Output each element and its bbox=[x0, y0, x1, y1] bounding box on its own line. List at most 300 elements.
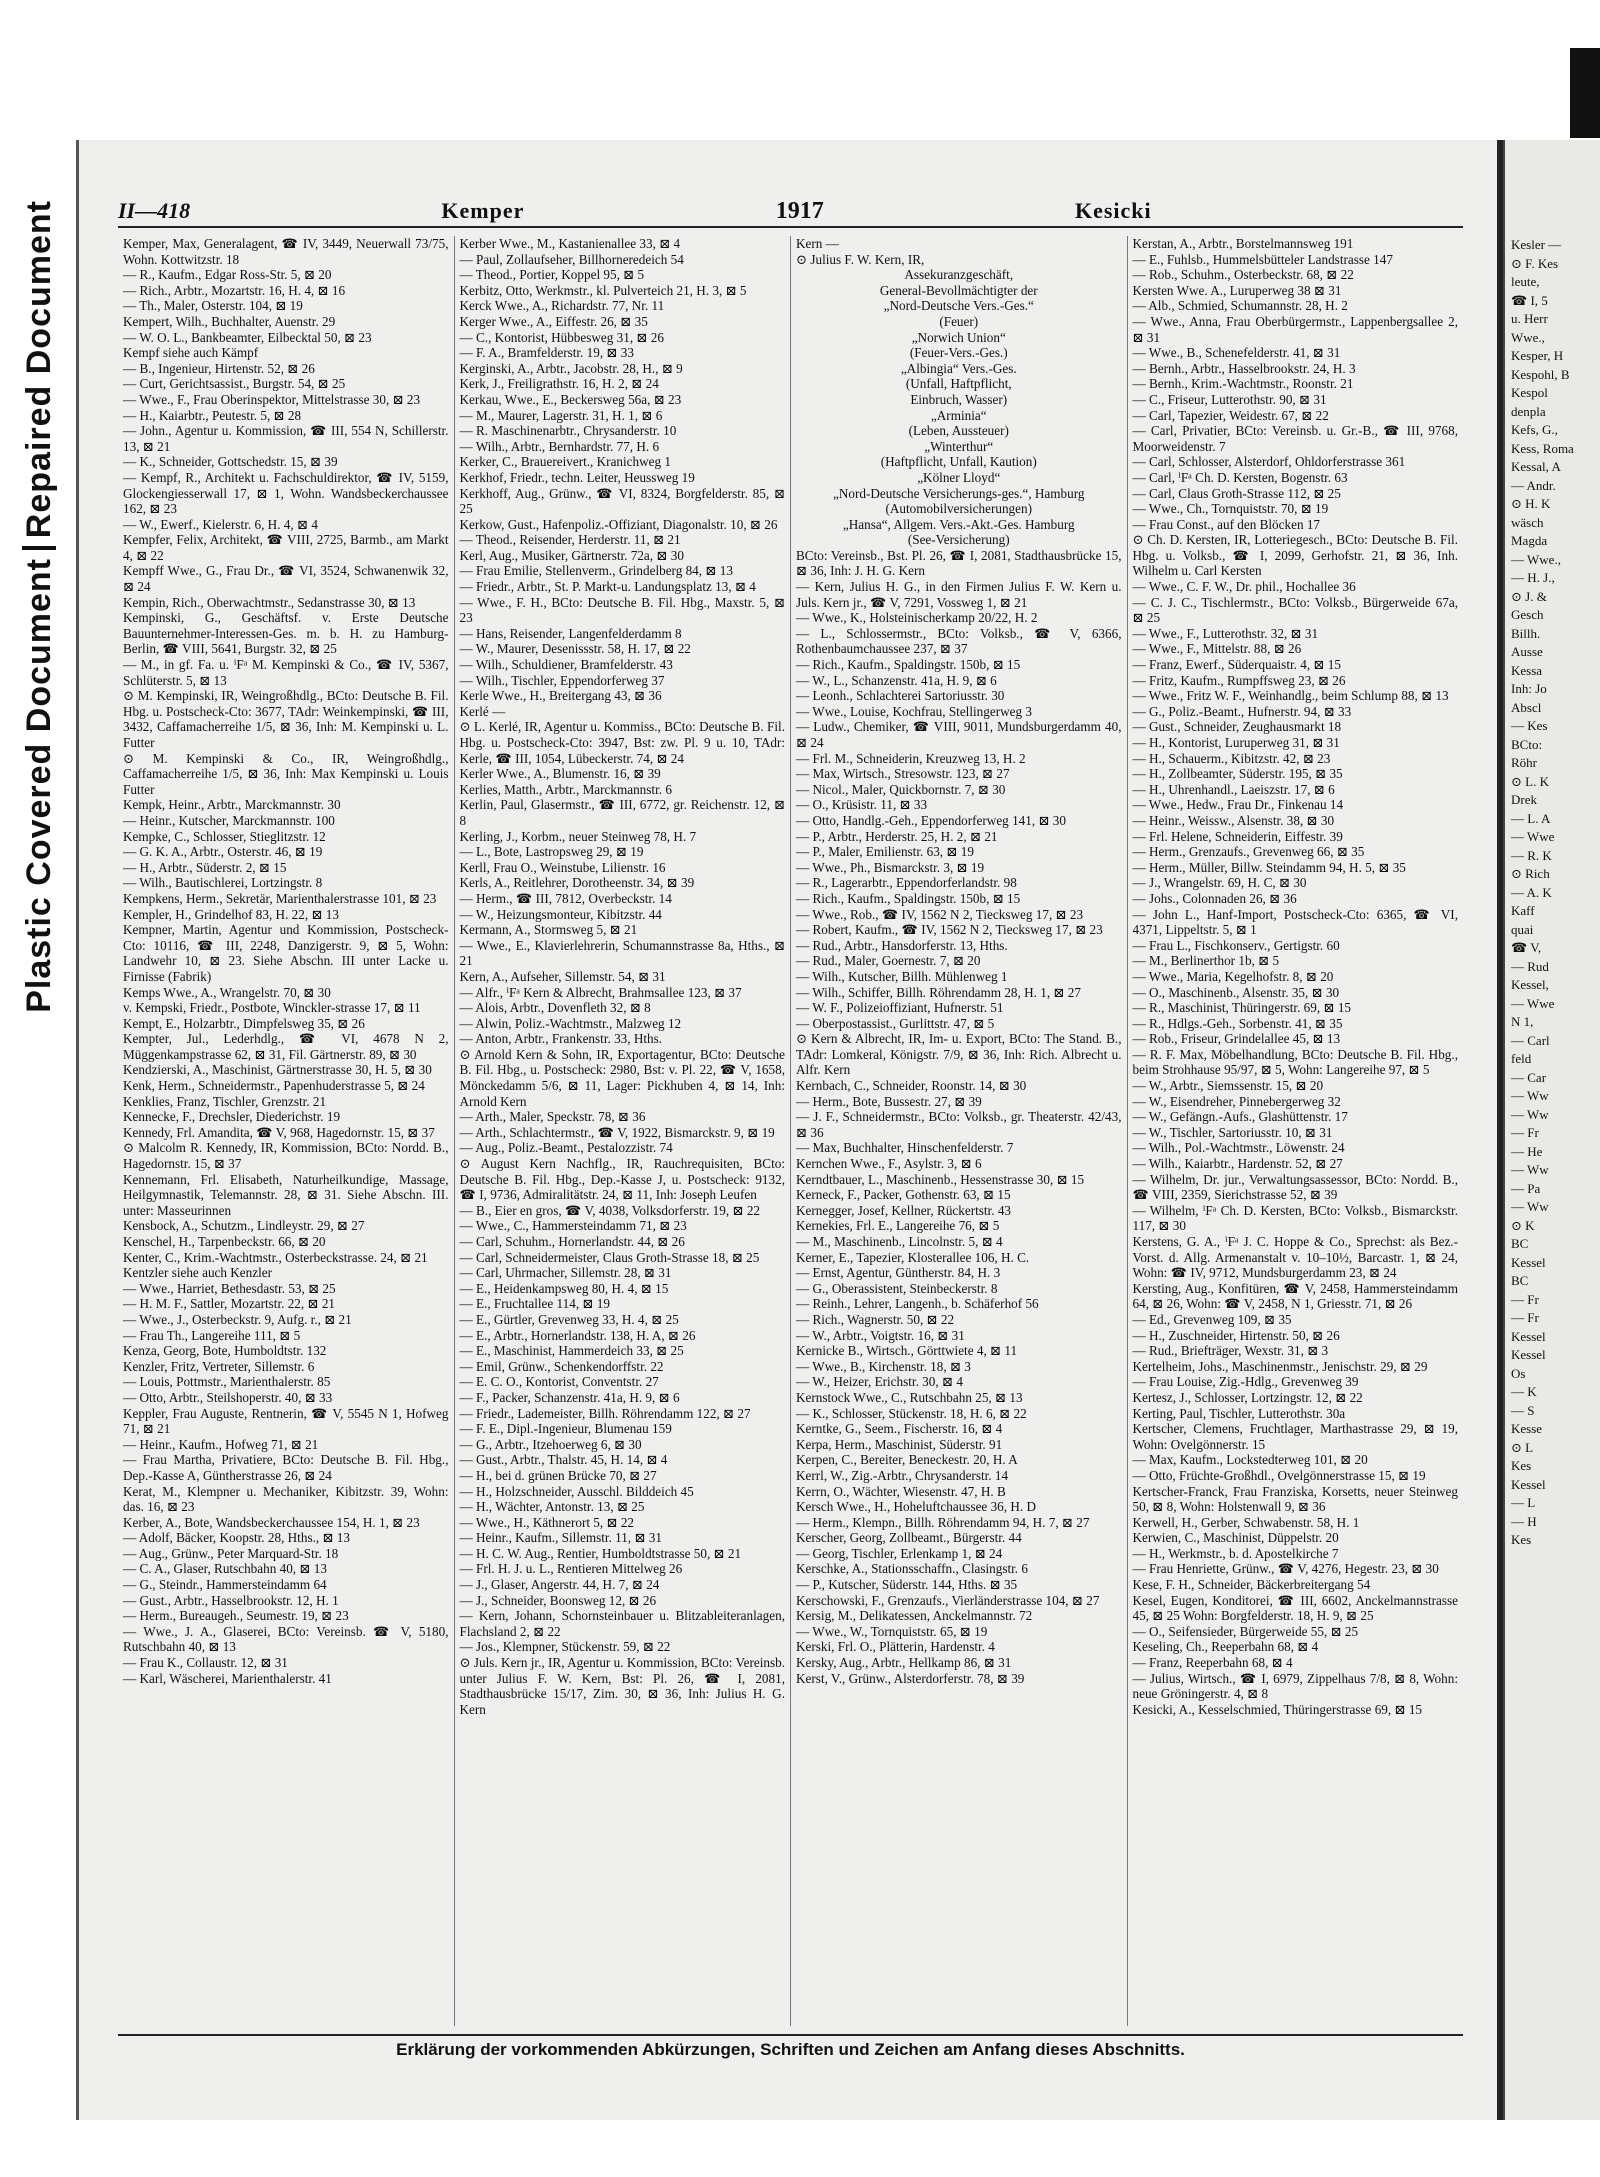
directory-entry: — Wilh., Schiffer, Billh. Röhrendamm 28, H. 1, ⊠ 27 bbox=[796, 984, 1081, 1000]
directory-entry: Assekuranzgeschäft, bbox=[904, 267, 1014, 283]
directory-entry: — Wwe., F., Mittelstr. 88, ⊠ 26 bbox=[1132, 641, 1302, 657]
directory-entry: — R., Kaufm., Edgar Ross-Str. 5, ⊠ 20 bbox=[123, 267, 332, 283]
plastic-covered-label: Plastic Covered Document bbox=[20, 558, 58, 1013]
directory-entry: — Wwe., K., Holsteinischerkamp 20/22, H. 2 bbox=[796, 610, 1038, 626]
directory-entry: General-Bevollmächtigter der bbox=[879, 282, 1038, 298]
directory-entry: Kempert, Wilh., Buchhalter, Auenstr. 29 bbox=[123, 313, 336, 329]
column-4 bbox=[1128, 236, 1464, 2026]
adjacent-page-line: Ausse bbox=[1511, 644, 1543, 659]
directory-entry: — Heinr., Kaufm., Hofweg 71, ⊠ 21 bbox=[123, 1436, 319, 1452]
directory-entry: — E., Fuhlsb., Hummelsbütteler Landstrasse 147 bbox=[1132, 251, 1393, 267]
directory-entry: — John L., Hanf-Import, Postscheck-Cto: 6365, ☎ VI, 4371, Lippeltstr. 5, ⊠ 1 bbox=[1132, 906, 1458, 938]
directory-entry: Kern, A., Aufseher, Sillemstr. 54, ⊠ 31 bbox=[459, 968, 666, 984]
directory-entry: — Emil, Grünw., Schenkendorffstr. 22 bbox=[459, 1358, 664, 1374]
directory-entry: — Paul, Zollaufseher, Billhorneredeich 54 bbox=[459, 251, 684, 267]
directory-entry: ⊙ Kern & Albrecht, IR, Im- u. Export, BCto: The Stand. B., TAdr: Lomkeral, Königstr. 7/9, ⊠ 36, Inh: Rich. Albrecht u. Alfr. Kern bbox=[796, 1031, 1122, 1078]
directory-entry: Kertelheim, Johs., Maschinenmstr., Jenischstr. 29, ⊠ 29 bbox=[1132, 1358, 1428, 1374]
directory-entry: — L., Schlossermstr., BCto: Volksb., ☎ V, 6366, Rothenbaumchaussee 237, ⊠ 37 bbox=[796, 625, 1122, 657]
directory-entry: — Rich., Kaufm., Spaldingstr. 150b, ⊠ 15 bbox=[796, 657, 1021, 673]
directory-entry: Kerndtbauer, L., Maschinenb., Hessenstrasse 30, ⊠ 15 bbox=[796, 1171, 1085, 1187]
directory-entry: — Kern, Johann, Schornsteinbauer u. Blitzableiteranlagen, Flachsland 2, ⊠ 22 bbox=[459, 1608, 785, 1639]
directory-entry: — Carl, Schlosser, Alsterdorf, Ohldorferstrasse 361 bbox=[1132, 454, 1406, 470]
directory-entry: — Otto, Früchte-Großhdl., Ovelgönnerstrasse 15, ⊠ 19 bbox=[1132, 1467, 1426, 1483]
directory-entry: — Wilhelm, Dr. jur., Verwaltungsassessor, BCto: Nordd. B., ☎ VIII, 2359, Sierichstrasse 52, ⊠ 39 bbox=[1132, 1171, 1458, 1203]
directory-entry: Kerk, J., Freiligrathstr. 16, H. 2, ⊠ 24 bbox=[459, 376, 659, 392]
directory-entry: — Wwe., Rob., ☎ IV, 1562 N 2, Tiecksweg 17, ⊠ 23 bbox=[796, 906, 1084, 922]
directory-entry: ⊙ M. Kempinski & Co., IR, Weingroßhdlg., Caffamacherreihe 1/5, ⊠ 36, Inh: Max Kempinski u. Louis Futter bbox=[123, 750, 449, 797]
directory-entry: Kerntke, G., Seem., Fischerstr. 16, ⊠ 4 bbox=[796, 1421, 1003, 1437]
adjacent-page-line: Inh: Jo bbox=[1511, 681, 1547, 696]
directory-entry: — Julius, Wirtsch., ☎ I, 6979, Zippelhaus 7/8, ⊠ 8, Wohn: neue Gröningerstr. 4, ⊠ 8 bbox=[1132, 1670, 1458, 1702]
directory-entry: — Wwe., Fritz W. F., Weinhandlg., beim Schlump 88, ⊠ 13 bbox=[1132, 688, 1449, 704]
directory-entry: — Wwe., F., Frau Oberinspektor, Mittelstrasse 30, ⊠ 23 bbox=[123, 391, 421, 407]
directory-entry: — R., Lagerarbtr., Eppendorferlandstr. 98 bbox=[796, 875, 1017, 891]
directory-entry: — Karl, Wäscherei, Marienthalerstr. 41 bbox=[123, 1670, 332, 1686]
directory-entry: Kerstens, G. A., ⁱFᵃ J. C. Hoppe & Co., Sprechst: als Bez.-Vorst. d. Allg. Armenanstalt v. 10–10½, Barcastr. 1, ⊠ 24, Wohn: ☎ IV, 9712, Mundsburgerdamm 23, ⊠ 24 bbox=[1132, 1234, 1458, 1281]
adjacent-page-line: ⊙ H. K bbox=[1511, 496, 1551, 511]
directory-entry: Kerkau, Wwe., E., Beckersweg 56a, ⊠ 23 bbox=[459, 391, 682, 407]
directory-entry: Kerler Wwe., A., Blumenstr. 16, ⊠ 39 bbox=[459, 766, 661, 782]
adjacent-page-line: — Fr bbox=[1511, 1291, 1539, 1307]
directory-entry: — M., in gf. Fa. u. ⁱFᵃ M. Kempinski & Co., ☎ IV, 5367, Schlüterstr. 5, ⊠ 13 bbox=[123, 657, 449, 688]
adjacent-page-line: ⊙ L. K bbox=[1511, 773, 1549, 789]
directory-entry: — R., Hdlgs.-Geh., Sorbenstr. 41, ⊠ 35 bbox=[1132, 1015, 1343, 1031]
directory-entry: — K., Schlosser, Stückenstr. 18, H. 6, ⊠ 22 bbox=[796, 1405, 1027, 1421]
adjacent-page-line: — He bbox=[1511, 1143, 1543, 1159]
directory-entry: (Leben, Aussteuer) bbox=[908, 423, 1009, 439]
adjacent-page-line: — Car bbox=[1511, 1069, 1547, 1085]
directory-entry: Kernicke B., Wirtsch., Görttwiete 4, ⊠ 11 bbox=[796, 1343, 1018, 1359]
directory-entry: — Louis, Pottmstr., Marienthalerstr. 85 bbox=[123, 1374, 331, 1390]
directory-entry: — G. K. A., Arbtr., Osterstr. 46, ⊠ 19 bbox=[123, 844, 323, 860]
adjacent-page-line: denpla bbox=[1511, 403, 1546, 419]
adjacent-page-line: Kesler — bbox=[1511, 237, 1562, 252]
adjacent-page-line: Wwe., bbox=[1511, 329, 1545, 345]
adjacent-page-line: — Wwe., bbox=[1511, 551, 1561, 567]
directory-entry: — Wwe., Hedw., Frau Dr., Finkenau 14 bbox=[1132, 797, 1344, 813]
adjacent-page-line: N 1, bbox=[1511, 1014, 1534, 1029]
directory-entry: — E., Gürtler, Grevenweg 33, H. 4, ⊠ 25 bbox=[459, 1311, 679, 1327]
directory-entry: — Frau Louise, Zig.-Hdlg., Grevenweg 39 bbox=[1132, 1374, 1359, 1390]
directory-entry: — Hans, Reisender, Langenfelderdamm 8 bbox=[459, 625, 682, 641]
directory-entry: — G., Oberassistent, Steinbeckerstr. 8 bbox=[796, 1280, 998, 1296]
directory-entry: Einbruch, Wasser) bbox=[910, 391, 1008, 407]
directory-entry: Kenklies, Franz, Tischler, Grenzstr. 21 bbox=[123, 1093, 327, 1109]
directory-entry: ⊙ L. Kerlé, IR, Agentur u. Kommiss., BCto: Deutsche B. Fil. Hbg. u. Postscheck-Cto: 3947, Bst: zw. Pl. 9 u. 10, TAdr: Kerle, ☎ III, 1054, Lübeckerstr. 74, ⊠ 24 bbox=[459, 719, 785, 766]
directory-entry: — Frau Martha, Privatiere, BCto: Deutsche B. Fil. Hbg., Dep.-Kasse A, Güntherstrasse 26, ⊠ 24 bbox=[123, 1452, 449, 1483]
directory-entry: „Nord-Deutsche Versicherungs-ges.“, Hamburg bbox=[833, 485, 1085, 501]
directory-entry: — Oberpostassist., Gurlittstr. 47, ⊠ 5 bbox=[796, 1015, 995, 1031]
directory-entry: Kerwell, H., Gerber, Schwabenstr. 58, H. 1 bbox=[1132, 1514, 1360, 1530]
adjacent-page-line: BC bbox=[1511, 1236, 1529, 1251]
directory-entry: — O., Krüsistr. 11, ⊠ 33 bbox=[796, 797, 928, 813]
directory-entry: „Nord-Deutsche Vers.-Ges.“ bbox=[883, 298, 1034, 314]
directory-entry: — E., Fruchtallee 114, ⊠ 19 bbox=[459, 1296, 610, 1312]
directory-entry: — G., Poliz.-Beamt., Hufnerstr. 94, ⊠ 33 bbox=[1132, 703, 1352, 719]
directory-entry: — H., Schauerm., Kibitzstr. 42, ⊠ 23 bbox=[1132, 750, 1331, 766]
directory-entry: BCto: Vereinsb., Bst. Pl. 26, ☎ I, 2081, Stadthausbrücke 15, ⊠ 36, Inh: J. H. G. Kern bbox=[796, 547, 1122, 579]
directory-entry: — W. F., Polizeioffiziant, Hufnerstr. 51 bbox=[796, 1000, 1004, 1016]
directory-entry: — Wilhelm, ⁱFᵃ Ch. D. Kersten, BCto: Volksb., Bismarckstr. 117, ⊠ 30 bbox=[1132, 1202, 1458, 1234]
directory-entry: Kempff Wwe., G., Frau Dr., ☎ VI, 3524, Schwanenwik 32, ⊠ 24 bbox=[123, 563, 449, 595]
directory-entry: — C. A., Glaser, Rutschbahn 40, ⊠ 13 bbox=[123, 1561, 327, 1577]
directory-entry: — H., Wächter, Antonstr. 13, ⊠ 25 bbox=[459, 1499, 645, 1515]
directory-entry: — Carl, Privatier, BCto: Vereinsb. u. Gr.-B., ☎ III, 9768, Moorweidenstr. 7 bbox=[1132, 423, 1458, 454]
adjacent-page-line: — Ww bbox=[1511, 1162, 1549, 1177]
directory-entry: — Heinr., Kaufm., Sillemstr. 11, ⊠ 31 bbox=[459, 1530, 662, 1546]
directory-entry: — W., Eisendreher, Pinnebergerweg 32 bbox=[1132, 1093, 1341, 1109]
directory-entry: — Ludw., Chemiker, ☎ VIII, 9011, Mundsburgerdamm 40, ⊠ 24 bbox=[796, 719, 1122, 750]
directory-entry: — Max, Wirtsch., Stresowstr. 123, ⊠ 27 bbox=[796, 766, 1010, 782]
directory-entry: — J., Schneider, Boonsweg 12, ⊠ 26 bbox=[459, 1592, 657, 1608]
directory-entry: — H. M. F., Sattler, Mozartstr. 22, ⊠ 21 bbox=[123, 1296, 336, 1312]
directory-entry: Kendzierski, A., Maschinist, Gärtnerstrasse 30, H. 5, ⊠ 30 bbox=[123, 1062, 432, 1078]
directory-entry: Kerker, C., Brauereivert., Kranichweg 1 bbox=[459, 454, 671, 470]
directory-entry: — E., Heidenkampsweg 80, H. 4, ⊠ 15 bbox=[459, 1280, 669, 1296]
directory-entry: ⊙ Arnold Kern & Sohn, IR, Exportagentur, BCto: Deutsche B. Fil. Hbg., u. Postscheck: 2980, Bst: v. Pl. 22, ☎ V, 1658, Mönckedamm 5/6, ⊠ 11, Lager: Pickhuben 4, ⊠ 14, Inh: Arnold Kern bbox=[459, 1046, 785, 1109]
directory-entry: — P., Maler, Emilienstr. 63, ⊠ 19 bbox=[796, 844, 974, 860]
directory-entry: — Aug., Grünw., Peter Marquard-Str. 18 bbox=[123, 1545, 339, 1561]
directory-entry: — B., Eier en gros, ☎ V, 4038, Volksdorferstr. 19, ⊠ 22 bbox=[459, 1202, 761, 1218]
directory-entry: Kerle Wwe., H., Breitergang 43, ⊠ 36 bbox=[459, 688, 662, 704]
directory-entry: Kernekies, Frl. E., Langereihe 76, ⊠ 5 bbox=[796, 1218, 1000, 1234]
adjacent-page-line: wäsch bbox=[1511, 514, 1544, 530]
adjacent-page-line: Billh. bbox=[1511, 625, 1541, 641]
directory-entry: (Feuer) bbox=[939, 313, 979, 329]
directory-entry: Kemps Wwe., A., Wrangelstr. 70, ⊠ 30 bbox=[123, 984, 331, 1000]
directory-entry: Kersten Wwe. A., Luruperweg 38 ⊠ 31 bbox=[1132, 282, 1342, 298]
directory-entry: Kerlies, Matth., Arbtr., Marckmannstr. 6 bbox=[459, 781, 672, 797]
directory-entry: Kese, F. H., Schneider, Bäckerbreitergang 54 bbox=[1132, 1577, 1371, 1593]
directory-entry: — Friedr., Arbtr., St. P. Markt-u. Landungsplatz 13, ⊠ 4 bbox=[459, 579, 756, 595]
directory-entry: — Carl, ⁱFᵃ Ch. D. Kersten, Bogenstr. 63 bbox=[1132, 469, 1348, 485]
directory-entry: — H., Kaiarbtr., Peutestr. 5, ⊠ 28 bbox=[123, 407, 302, 423]
directory-entry: — Frl. H. J. u. L., Rentieren Mittelweg 26 bbox=[459, 1561, 683, 1577]
directory-entry: — Frau Henriette, Grünw., ☎ V, 4276, Hegestr. 23, ⊠ 30 bbox=[1132, 1561, 1439, 1577]
directory-entry: — Otto, Handlg.-Geh., Eppendorferweg 141, ⊠ 30 bbox=[796, 812, 1066, 828]
directory-entry: ⊙ Ch. D. Kersten, IR, Lotteriegesch., BCto: Deutsche B. Fil. Hbg. u. Volksb., ☎ I, 2099, Gerhofstr. 21, ⊠ 36, Inh. Wilhelm u. Carl Kersten bbox=[1132, 532, 1458, 579]
directory-entry: Kerkow, Gust., Hafenpoliz.-Offiziant, Diagonalstr. 10, ⊠ 26 bbox=[459, 516, 778, 532]
directory-entry: Kersig, M., Delikatessen, Anckelmannstr. 72 bbox=[796, 1608, 1033, 1624]
adjacent-page-line: — Ww bbox=[1511, 1106, 1549, 1122]
directory-entry: — H., Kontorist, Luruperweg 31, ⊠ 31 bbox=[1132, 735, 1340, 750]
page-header bbox=[118, 196, 1463, 228]
directory-entry: Kerls, A., Reitlehrer, Dorotheenstr. 34, ⊠ 39 bbox=[459, 875, 695, 891]
directory-entry: — Wwe., Harriet, Bethesdastr. 53, ⊠ 25 bbox=[123, 1280, 336, 1296]
directory-entry: Kempler, H., Grindelhof 83, H. 22, ⊠ 13 bbox=[123, 906, 339, 922]
directory-entry: — B., Ingenieur, Hirtenstr. 52, ⊠ 26 bbox=[123, 360, 315, 376]
directory-entry: Kensbock, A., Schutzm., Lindleystr. 29, ⊠ 27 bbox=[123, 1218, 365, 1234]
directory-entry: — H., Holzschneider, Ausschl. Bilddeich 45 bbox=[459, 1483, 694, 1499]
directory-entry: — E. C. O., Kontorist, Conventstr. 27 bbox=[459, 1374, 659, 1390]
directory-entry: ⊙ M. Kempinski, IR, Weingroßhdlg., BCto: Deutsche B. Fil. Hbg. u. Postscheck-Cto: 3677, TAdr: Weinkempinski, ☎ III, 3432, Caffamacherreihe 1/5, ⊠ 36, Inh: M. Kempinski u. L. Futter bbox=[123, 688, 449, 750]
adjacent-page-line: — Fr bbox=[1511, 1125, 1539, 1140]
directory-entry: — Max, Kaufm., Lockstedterweg 101, ⊠ 20 bbox=[1132, 1452, 1368, 1468]
directory-entry: — Wwe., E., Klavierlehrerin, Schumannstrasse 8a, Hths., ⊠ 21 bbox=[459, 937, 785, 969]
adjacent-page-line: ⊙ K bbox=[1511, 1217, 1535, 1233]
directory-entry: Kertesz, J., Schlosser, Lortzingstr. 12, ⊠ 22 bbox=[1132, 1389, 1363, 1405]
directory-entry: — Wilh., Pol.-Wachtmstr., Löwenstr. 24 bbox=[1132, 1140, 1345, 1156]
directory-entry: Kerrl, W., Zig.-Arbtr., Chrysanderstr. 14 bbox=[796, 1467, 1009, 1483]
directory-entry: — Herm., Bote, Bussestr. 27, ⊠ 39 bbox=[796, 1093, 982, 1109]
directory-entry: — Otto, Arbtr., Steilshoperstr. 40, ⊠ 33 bbox=[123, 1389, 333, 1405]
directory-entry: — Theod., Reisender, Herderstr. 11, ⊠ 21 bbox=[459, 532, 681, 548]
directory-entry: Kerginski, A., Arbtr., Jacobstr. 28, H., ⊠ 9 bbox=[459, 360, 683, 376]
directory-entry: — P., Arbtr., Herderstr. 25, H. 2, ⊠ 21 bbox=[796, 828, 998, 844]
directory-entry: — L., Bote, Lastropsweg 29, ⊠ 19 bbox=[459, 844, 644, 860]
directory-entry: — J. F., Schneidermstr., BCto: Volksb., gr. Theaterstr. 42/43, ⊠ 36 bbox=[796, 1109, 1122, 1140]
directory-entry: ⊙ Juls. Kern jr., IR, Agentur u. Kommission, BCto: Vereinsb. unter Julius F. W. Kern, Bst: Pl. 26, ☎ I, 2081, Stadthausbrücke 15/17, Zim. 30, ⊠ 36, Inh: Julius H. G. Kern bbox=[459, 1655, 785, 1717]
directory-entry: v. Kempski, Friedr., Postbote, Winckler-strasse 17, ⊠ 11 bbox=[123, 1000, 421, 1016]
adjacent-page-line: Kes bbox=[1511, 1532, 1532, 1547]
directory-entry: — C. J. C., Tischlermstr., BCto: Volksb., Bürgerweide 67a, ⊠ 25 bbox=[1132, 594, 1458, 626]
directory-entry: — Herm., ☎ III, 7812, Overbeckstr. 14 bbox=[459, 890, 672, 906]
directory-entry: Kesicki, A., Kesselschmied, Thüringerstrasse 69, ⊠ 15 bbox=[1132, 1701, 1423, 1717]
adjacent-page-line: Kessel bbox=[1511, 1347, 1546, 1362]
adjacent-page-line: Kespohl, B bbox=[1511, 366, 1570, 382]
directory-entry: Kempfer, Felix, Architekt, ☎ VIII, 2725, Barmb., am Markt 4, ⊠ 22 bbox=[123, 532, 449, 563]
directory-entry: — Bernh., Arbtr., Hasselbrookstr. 24, H. 3 bbox=[1132, 360, 1356, 376]
scan-edge-block bbox=[1570, 48, 1600, 138]
column-1 bbox=[118, 236, 455, 2026]
directory-entry: — Rich., Kaufm., Spaldingstr. 150b, ⊠ 15 bbox=[796, 890, 1021, 906]
directory-entry: — O., Seifensieder, Bürgerweide 55, ⊠ 25 bbox=[1132, 1623, 1359, 1639]
directory-entry: — Franz, Ewerf., Süderquaistr. 4, ⊠ 15 bbox=[1132, 657, 1341, 673]
directory-entry: — Carl, Schneidermeister, Claus Groth-Strasse 18, ⊠ 25 bbox=[459, 1249, 760, 1265]
directory-entry: Kertscher, Clemens, Fruchtlager, Marthastrasse 29, ⊠ 19, Wohn: Ovelgönnerstr. 15 bbox=[1132, 1421, 1458, 1452]
adjacent-page-line: ⊙ F. Kes bbox=[1511, 255, 1559, 271]
directory-entry: Kerlin, Paul, Glasermstr., ☎ III, 6772, gr. Reichenstr. 12, ⊠ 8 bbox=[459, 797, 785, 828]
directory-entry: — R. F. Max, Möbelhandlung, BCto: Deutsche B. Fil. Hbg., beim Strohhause 95/97, ⊠ 5, Wohn: Langereihe 97, ⊠ 5 bbox=[1132, 1046, 1458, 1078]
adjacent-page-line: ⊙ Rich bbox=[1511, 866, 1550, 881]
directory-entry: — Frau K., Collaustr. 12, ⊠ 31 bbox=[123, 1655, 288, 1671]
directory-entry: — Herm., Grenzaufs., Grevenweg 66, ⊠ 35 bbox=[1132, 844, 1365, 860]
directory-entry: — Gust., Arbtr., Thalstr. 45, H. 14, ⊠ 4 bbox=[459, 1452, 668, 1468]
directory-entry: — Theod., Portier, Koppel 95, ⊠ 5 bbox=[459, 267, 645, 283]
adjacent-page-line: BCto: bbox=[1511, 736, 1543, 752]
directory-entry: Kempt, E., Holzarbtr., Dimpfelsweg 35, ⊠ 26 bbox=[123, 1015, 365, 1031]
adjacent-page-line: — Wwe bbox=[1511, 995, 1555, 1011]
directory-entry: — W., Heizungsmonteur, Kibitzstr. 44 bbox=[459, 906, 662, 922]
directory-entry: — C., Kontorist, Hübbesweg 31, ⊠ 26 bbox=[459, 329, 664, 345]
directory-entry: — W., Tischler, Sartoriusstr. 10, ⊠ 31 bbox=[1132, 1124, 1333, 1140]
directory-entry: — J., Glaser, Angerstr. 44, H. 7, ⊠ 24 bbox=[459, 1577, 660, 1593]
directory-entry: (See-Versicherung) bbox=[907, 532, 1010, 548]
directory-entry: — Wwe., Maria, Kegelhofstr. 8, ⊠ 20 bbox=[1132, 968, 1334, 984]
directory-entry: ⊙ Malcolm R. Kennedy, IR, Kommission, BCto: Nordd. B., Hagedornstr. 15, ⊠ 37 bbox=[123, 1140, 449, 1172]
directory-entry: — Wilh., Kaiarbtr., Hardenstr. 52, ⊠ 27 bbox=[1132, 1156, 1343, 1172]
directory-entry: ⊙ August Kern Nachflg., IR, Rauchrequisiten, BCto: Deutsche B. Fil. Hbg., Dep.-Kasse J, u. Postscheck: 9132, ☎ I, 9736, Admiralitätstr. 24, ⊠ 11, Inh: Joseph Leufen bbox=[459, 1156, 785, 1203]
directory-entry: — Frau Emilie, Stellenverm., Grindelberg 84, ⊠ 13 bbox=[459, 563, 733, 579]
directory-entry: Kernbach, C., Schneider, Roonstr. 14, ⊠ 30 bbox=[796, 1078, 1027, 1094]
directory-entry: Kerner, E., Tapezier, Klosterallee 106, H. C. bbox=[796, 1249, 1030, 1265]
directory-entry: — Arth., Schlachtermstr., ☎ V, 1922, Bismarckstr. 9, ⊠ 19 bbox=[459, 1124, 775, 1140]
directory-entry: — W. O. L., Bankbeamter, Eilbecktal 50, ⊠ 23 bbox=[123, 329, 372, 345]
directory-entry: — Wwe., B., Schenefelderstr. 41, ⊠ 31 bbox=[1132, 345, 1341, 361]
directory-entry: — Gust., Arbtr., Hasselbrookstr. 12, H. 1 bbox=[123, 1592, 339, 1608]
adjacent-page-line: — Fr bbox=[1511, 1310, 1539, 1325]
directory-entry: — Rob., Friseur, Grindelallee 45, ⊠ 13 bbox=[1132, 1031, 1341, 1047]
directory-entry: Kentzler siehe auch Kenzler bbox=[123, 1265, 273, 1281]
directory-entry: — Max, Buchhalter, Hinschenfelderstr. 7 bbox=[796, 1140, 1014, 1156]
directory-entry: Keppler, Frau Auguste, Rentnerin, ☎ V, 5545 N 1, Hofweg 71, ⊠ 21 bbox=[123, 1405, 449, 1437]
directory-entry: — Anton, Arbtr., Frankenstr. 33, Hths. bbox=[459, 1031, 663, 1047]
directory-entry: — Th., Maler, Osterstr. 104, ⊠ 19 bbox=[123, 298, 303, 314]
directory-entry: — Frau Th., Langereihe 111, ⊠ 5 bbox=[123, 1327, 301, 1343]
directory-entry: — Rud., Briefträger, Wexstr. 31, ⊠ 3 bbox=[1132, 1343, 1329, 1359]
directory-entry: (Unfall, Haftpflicht, bbox=[905, 376, 1012, 392]
directory-entry: Kerschke, A., Stationsschaffn., Clasingstr. 6 bbox=[796, 1561, 1028, 1577]
adjacent-page-line: BC bbox=[1511, 1273, 1529, 1288]
directory-entry: — Wwe., F. H., BCto: Deutsche B. Fil. Hbg., Maxstr. 5, ⊠ 23 bbox=[459, 594, 785, 626]
directory-entry: Kerbitz, Otto, Werkmstr., kl. Pulverteich 21, H. 3, ⊠ 5 bbox=[459, 282, 747, 298]
repaired-document-label: Repaired Document bbox=[20, 200, 58, 539]
adjacent-page-line: — Ww bbox=[1511, 1088, 1549, 1103]
adjacent-page-lines bbox=[1505, 140, 1600, 1550]
directory-entry: Kerling, J., Korbm., neuer Steinweg 78, H. 7 bbox=[459, 828, 697, 844]
adjacent-page-line: Abscl bbox=[1511, 699, 1542, 715]
directory-entry: — Carl, Uhrmacher, Sillemstr. 28, ⊠ 31 bbox=[459, 1265, 672, 1281]
directory-entry: — Alfr., ⁱFᵃ Kern & Albrecht, Brahmsallee 123, ⊠ 37 bbox=[459, 984, 742, 1000]
directory-entry: (Automobilversicherungen) bbox=[885, 501, 1032, 517]
directory-entry: Kempinski, G., Geschäftsf. v. Erste Deutsche Bauunternehmer-Interessen-Ges. m. b. H. zu Hamburg-Berlin, ☎ VIII, 5641, Burgstr. 32, ⊠ 25 bbox=[123, 610, 449, 657]
directory-entry: — Frl. M., Schneiderin, Kreuzweg 13, H. 2 bbox=[796, 750, 1026, 766]
directory-entry: — Ernst, Agentur, Güntherstr. 84, H. 3 bbox=[796, 1265, 1001, 1281]
adjacent-page-line: Kess, Roma bbox=[1511, 440, 1574, 456]
column-2 bbox=[455, 236, 792, 2026]
directory-entry: — Johs., Colonnaden 26, ⊠ 36 bbox=[1132, 890, 1297, 906]
directory-entry: — Wwe., Ph., Bismarckstr. 3, ⊠ 19 bbox=[796, 859, 985, 875]
directory-entry: Kempkens, Herm., Sekretär, Marienthalerstrasse 101, ⊠ 23 bbox=[123, 890, 437, 906]
directory-entry: — Wwe., C., Hammersteindamm 71, ⊠ 23 bbox=[459, 1218, 687, 1234]
directory-entry: Kerber Wwe., M., Kastanienallee 33, ⊠ 4 bbox=[459, 236, 681, 251]
adjacent-page-line: — S bbox=[1511, 1402, 1535, 1418]
directory-entry: — W., Maurer, Desenissstr. 58, H. 17, ⊠ 22 bbox=[459, 641, 691, 657]
directory-entry: — Robert, Kaufm., ☎ IV, 1562 N 2, Tiecksweg 17, ⊠ 23 bbox=[796, 922, 1103, 938]
adjacent-page-line: Kessa bbox=[1511, 662, 1543, 678]
directory-entry: Kerlé — bbox=[459, 703, 506, 719]
directory-entry: Kerber, A., Bote, Wandsbeckerchaussee 154, H. 1, ⊠ 23 bbox=[123, 1514, 420, 1530]
directory-entry: — Wwe., J., Osterbeckstr. 9, Aufg. r., ⊠ 21 bbox=[123, 1311, 352, 1327]
adjacent-page-line: ☎ I, 5 bbox=[1511, 292, 1548, 308]
header-first-word: Kemper bbox=[441, 198, 525, 223]
header-year: 1917 bbox=[775, 197, 824, 224]
adjacent-page-line: — Andr. bbox=[1511, 477, 1556, 493]
directory-entry: Kenk, Herm., Schneidermstr., Papenhuderstrasse 5, ⊠ 24 bbox=[123, 1078, 425, 1094]
directory-entry: (Feuer-Vers.-Ges.) bbox=[909, 345, 1008, 361]
directory-entry: — Alwin, Poliz.-Wachtmstr., Malzweg 12 bbox=[459, 1015, 682, 1031]
directory-entry: — F., Packer, Schanzenstr. 41a, H. 9, ⊠ 6 bbox=[459, 1389, 680, 1405]
directory-entry: Kenzler, Fritz, Vertreter, Sillemstr. 6 bbox=[123, 1358, 315, 1374]
directory-entry: Kernegger, Josef, Kellner, Rückertstr. 43 bbox=[796, 1202, 1012, 1218]
directory-entry: — M., Maschinenb., Lincolnstr. 5, ⊠ 4 bbox=[796, 1234, 1003, 1249]
directory-entry: Kempner, Martin, Agentur und Kommission, Postscheck-Cto: 10116, ☎ III, 2248, Danzigerstr. 9, ⊠ 5, Wohn: Landwehr 10, ⊠ 23. Siehe Abschn. III unter Lacke u. Firnisse (Fabrik) bbox=[123, 922, 449, 984]
directory-entry: — Frl. Helene, Schneiderin, Eiffestr. 39 bbox=[1132, 828, 1343, 844]
directory-entry: — Wilh., Arbtr., Bernhardstr. 77, H. 6 bbox=[459, 438, 660, 454]
directory-entry: — Wilh., Bautischlerei, Lortzingstr. 8 bbox=[123, 875, 323, 891]
adjacent-page-line: quai bbox=[1511, 921, 1534, 937]
directory-entry: „Winterthur“ bbox=[924, 438, 994, 454]
adjacent-page-line: — L. A bbox=[1511, 810, 1551, 826]
directory-entry: „Albingia“ Vers.-Ges. bbox=[900, 360, 1017, 376]
directory-entry: — Leonh., Schlachterei Sartoriusstr. 30 bbox=[796, 688, 1005, 704]
directory-entry: — Rud., Maler, Goernestr. 7, ⊠ 20 bbox=[796, 953, 981, 969]
directory-entry: — K., Schneider, Gottschedstr. 15, ⊠ 39 bbox=[123, 454, 338, 470]
directory-entry: Kempk, Heinr., Arbtr., Marckmannstr. 30 bbox=[123, 797, 341, 813]
directory-entry: — Kern, Julius H. G., in den Firmen Julius F. W. Kern u. Juls. Kern jr., ☎ V, 7291, Vossweg 1, ⊠ 21 bbox=[796, 579, 1122, 610]
adjacent-page-strip bbox=[1503, 140, 1600, 2120]
directory-entry: — Herm., Bureaugeh., Seumestr. 19, ⊠ 23 bbox=[123, 1608, 349, 1624]
directory-entry: — H., Zuschneider, Hirtenstr. 50, ⊠ 26 bbox=[1132, 1327, 1340, 1343]
adjacent-page-line: ⊙ J. & bbox=[1511, 588, 1547, 604]
directory-entry: Kesel, Eugen, Konditorei, ☎ III, 6602, Anckelmannstrasse 45, ⊠ 25 Wohn: Borgfelderstr. 18, H. 9, ⊠ 25 bbox=[1132, 1592, 1458, 1624]
directory-entry: — F. E., Dipl.-Ingenieur, Blumenau 159 bbox=[459, 1421, 672, 1437]
directory-entry: Kerstan, A., Arbtr., Borstelmannsweg 191 bbox=[1132, 236, 1354, 251]
directory-entry: — Aug., Poliz.-Beamt., Pestalozzistr. 74 bbox=[459, 1140, 673, 1156]
header-last-word: Kesicki bbox=[1074, 198, 1152, 223]
adjacent-page-line: Kaff bbox=[1511, 903, 1535, 918]
directory-entry: — Franz, Reeperbahn 68, ⊠ 4 bbox=[1132, 1655, 1293, 1671]
adjacent-page-line: — A. K bbox=[1511, 884, 1552, 900]
directory-entry: — Alb., Schmied, Schumannstr. 28, H. 2 bbox=[1132, 298, 1348, 314]
directory-entry: — H., Arbtr., Süderstr. 2, ⊠ 15 bbox=[123, 859, 287, 875]
directory-entry: — Ed., Grevenweg 109, ⊠ 35 bbox=[1132, 1311, 1292, 1327]
directory-entry: — W., Arbtr., Voigtstr. 16, ⊠ 31 bbox=[796, 1327, 965, 1343]
adjacent-page-line: Gesch bbox=[1511, 607, 1544, 622]
directory-entry: Kennedy, Frl. Amandita, ☎ V, 968, Hagedornstr. 15, ⊠ 37 bbox=[123, 1124, 435, 1140]
directory-entry: — O., Maschinenb., Alsenstr. 35, ⊠ 30 bbox=[1132, 984, 1340, 1000]
adjacent-page-line: — Ww bbox=[1511, 1199, 1549, 1214]
directory-entry: Kerpa, Herm., Maschinist, Süderstr. 91 bbox=[796, 1436, 1003, 1452]
directory-entry: Kerger Wwe., A., Eiffestr. 26, ⊠ 35 bbox=[459, 313, 648, 329]
directory-entry: Kempin, Rich., Oberwachtmstr., Sedanstrasse 30, ⊠ 13 bbox=[123, 594, 416, 610]
directory-entry: — Reinh., Lehrer, Langenh., b. Schäferhof 56 bbox=[796, 1296, 1039, 1312]
directory-entry: Kerl, Aug., Musiker, Gärtnerstr. 72a, ⊠ 30 bbox=[459, 547, 684, 563]
directory-entry: ⊙ Julius F. W. Kern, IR, bbox=[796, 251, 925, 267]
directory-entry: — W., Arbtr., Siemssenstr. 15, ⊠ 20 bbox=[1132, 1078, 1324, 1094]
directory-entry: — R. Maschinenarbtr., Chrysanderstr. 10 bbox=[459, 423, 677, 439]
adjacent-page-line: ☎ V, bbox=[1511, 940, 1542, 955]
directory-entry: — Wwe., W., Tornquiststr. 65, ⊠ 19 bbox=[796, 1623, 988, 1639]
directory-entry: — Georg, Tischler, Erlenkamp 1, ⊠ 24 bbox=[796, 1545, 1003, 1561]
directory-entry: — Wwe., Ch., Tornquiststr. 70, ⊠ 19 bbox=[1132, 501, 1329, 517]
directory-entry: Kerscher, Georg, Zollbeamt., Bürgerstr. 44 bbox=[796, 1530, 1022, 1546]
directory-entry: — Frau L., Fischkonserv., Gertigstr. 60 bbox=[1132, 937, 1340, 953]
directory-entry: Kerrn, O., Wächter, Wiesenstr. 47, H. B bbox=[796, 1483, 1006, 1499]
directory-entry: — Wwe., B., Kirchenstr. 18, ⊠ 3 bbox=[796, 1358, 971, 1374]
directory-entry: — Wwe., J. A., Glaserei, BCto: Vereinsb. ☎ V, 5180, Rutschbahn 40, ⊠ 13 bbox=[123, 1623, 449, 1655]
directory-entry: Kersky, Aug., Arbtr., Hellkamp 86, ⊠ 31 bbox=[796, 1655, 1012, 1671]
directory-entry: Kernchen Wwe., F., Asylstr. 3, ⊠ 6 bbox=[796, 1156, 982, 1172]
directory-entry: Kerski, Frl. O., Plätterin, Hardenstr. 4 bbox=[796, 1639, 995, 1655]
directory-entry: — M., Maurer, Lagerstr. 31, H. 1, ⊠ 6 bbox=[459, 407, 663, 423]
directory-entry: — Kempf, R., Architekt u. Fachschuldirektor, ☎ IV, 5159, Glockengiesserwall 17, ⊠ 1, Wohn. Wandsbeckerchaussee 162, ⊠ 23 bbox=[123, 469, 449, 517]
directory-entry: — Curt, Gerichtsassist., Burgstr. 54, ⊠ 25 bbox=[123, 376, 346, 392]
directory-entry: — W., Ewerf., Kielerstr. 6, H. 4, ⊠ 4 bbox=[123, 516, 318, 532]
directory-entry: — R., Maschinist, Thüringerstr. 69, ⊠ 15 bbox=[1132, 1000, 1352, 1016]
directory-entry: Kenschel, H., Tarpenbeckstr. 66, ⊠ 20 bbox=[123, 1234, 326, 1249]
directory-entry: — W., Gefängn.-Aufs., Glashüttenstr. 17 bbox=[1132, 1109, 1348, 1125]
directory-entry: — W., L., Schanzenstr. 41a, H. 9, ⊠ 6 bbox=[796, 672, 997, 688]
directory-entry: — Frau Const., auf den Blöcken 17 bbox=[1132, 516, 1321, 532]
directory-entry: — Carl, Schuhm., Hornerlandstr. 44, ⊠ 26 bbox=[459, 1234, 685, 1249]
directory-entry: — Fritz, Kaufm., Rumpffsweg 23, ⊠ 26 bbox=[1132, 672, 1346, 688]
directory-entry: „Kölner Lloyd“ bbox=[917, 469, 1001, 485]
directory-entry: — M., Berlinerthor 1b, ⊠ 5 bbox=[1132, 953, 1280, 969]
directory-entry: Kerwien, C., Maschinist, Düppelstr. 20 bbox=[1132, 1530, 1339, 1546]
directory-entry: — C., Friseur, Lutterothstr. 90, ⊠ 31 bbox=[1132, 391, 1327, 407]
directory-entry: — H., Uhrenhandl., Laeiszstr. 17, ⊠ 6 bbox=[1132, 781, 1335, 797]
